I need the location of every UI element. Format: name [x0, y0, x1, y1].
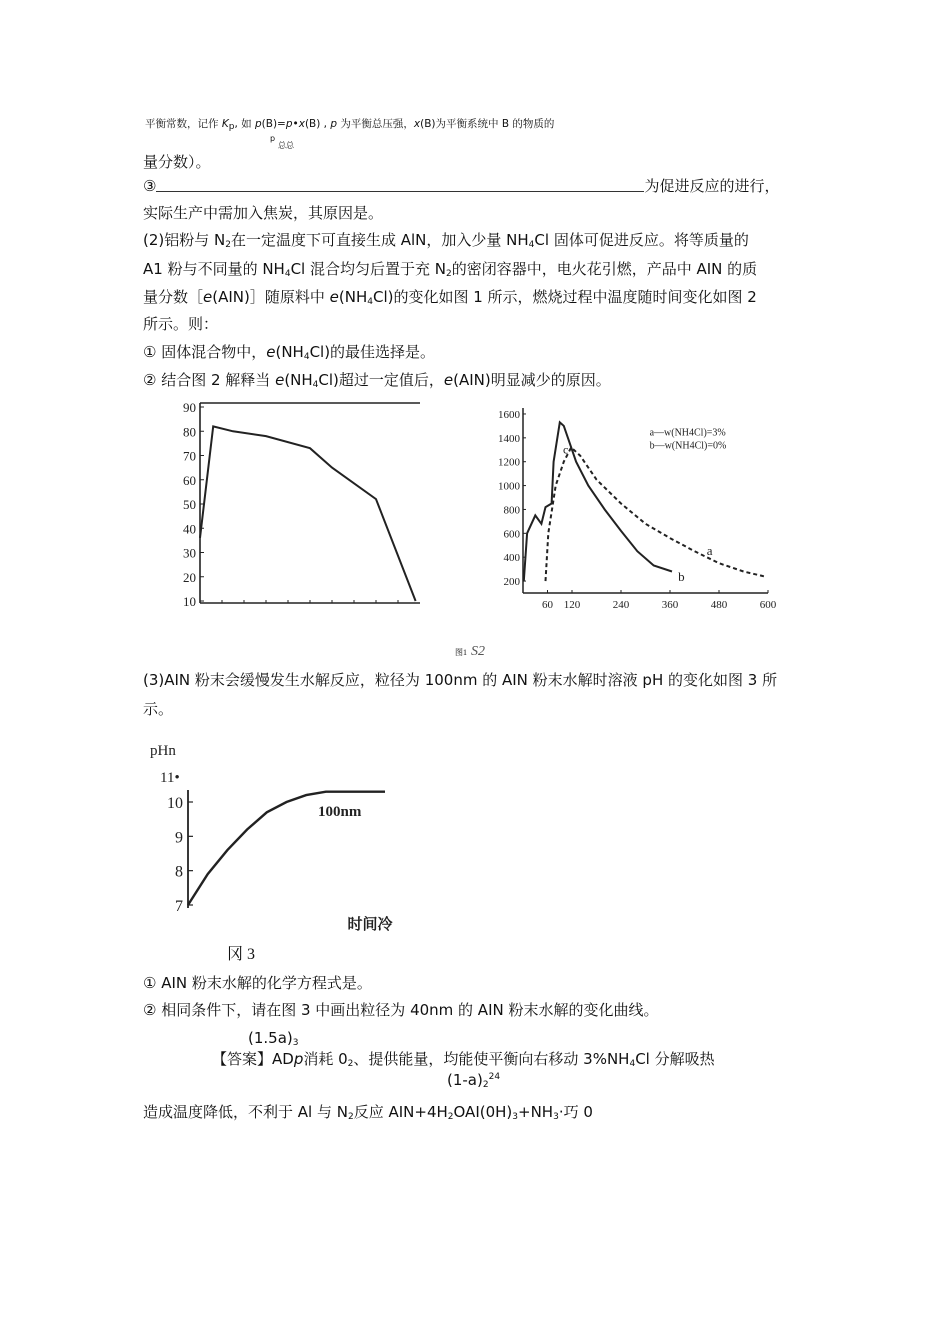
line-coke-reason: 实际生产中需加入焦炭，其原因是。 [143, 204, 384, 222]
line-part3-tail: 示。 [143, 700, 174, 718]
equilibrium-constant-line: 平衡常数，记作 $K_p$, 如 p(B)=p•x(B) , p 为平衡总压强，x(B)为平衡系统中 B 的物质的 [145, 118, 555, 132]
y-tick-label: 400 [503, 552, 520, 565]
x-tick-label: 480 [710, 599, 728, 611]
series-a-label: a [706, 542, 713, 558]
y-tick-label: 10 [183, 594, 196, 608]
y-tick-label: 30 [183, 545, 196, 561]
total-pressure-subscript: p [270, 134, 276, 143]
y-tick-label: 1200 [498, 456, 520, 469]
y-tick-label: 40 [183, 521, 196, 537]
y-tick-label: 80 [183, 424, 196, 440]
y-axis-label: pHn [150, 743, 176, 759]
question-3-blank-line: ③ 为促进反应的进行， [143, 177, 780, 195]
y-tick-label: 90 [183, 400, 196, 415]
series-b-label: b [678, 569, 685, 585]
x-tick-label: 120 [563, 599, 581, 611]
answer-numerator: $(1.5a)_3$ [248, 1029, 299, 1048]
figure-3-caption: 冈 3 [227, 946, 256, 963]
y-tick-label: 600 [503, 528, 520, 541]
question-2-2: ② 结合图 2 解释当 $e(NH_4Cl)$超过一定值后，e(AIN)明显减少的原因。 [143, 371, 611, 390]
y-tick-label: 1600 [498, 408, 520, 421]
answer-line: 【答案】ADp消耗 $0_2$、提供能量，均能使平衡向右移动 $3\%NH_4Cl$ 分解吸热 [212, 1050, 715, 1069]
y-tick-label: 20 [183, 569, 196, 585]
x-axis-label: 时间冷 [347, 915, 393, 933]
question-3-2: ② 相同条件下，请在图 3 中画出粒径为 40nm 的 AIN 粉末水解的变化曲线。 [143, 1001, 659, 1019]
line-mole-fraction: 量分数）。 [143, 153, 211, 171]
y-tick-label-11: 11• [160, 770, 180, 786]
figure-3-chart [140, 735, 420, 935]
legend-entry-a: a—w(NH4Cl)=3% [649, 427, 726, 439]
figure-2-caption: 图1 S2 [455, 644, 485, 659]
series-aln-line [200, 426, 416, 601]
answer-denominator: $(1-a)_2^{24}$ [447, 1071, 501, 1090]
x-tick-label: 600 [759, 599, 777, 611]
x-tick-label: 240 [612, 599, 630, 611]
y-tick-label: 7 [175, 898, 183, 915]
y-tick-label: 9 [175, 829, 183, 847]
line-part2-then: 所示。则： [143, 315, 219, 333]
y-tick-label: 70 [183, 448, 196, 464]
answer-continuation: 造成温度降低，不利于 Al 与 $N_2$反应 $AIN+4H_2OAI(0H)_3+NH_3\cdot$巧 0 [143, 1103, 593, 1122]
figure-2-chart [488, 400, 778, 620]
figure-1-chart [170, 398, 430, 608]
y-tick-label: 8 [175, 863, 183, 881]
line-part2-intro: (2)铝粉与 $N_2$在一定温度下可直接生成 AlN，加入少量 $NH_4Cl$ 固体可促进反应。将等质量的 [143, 231, 749, 250]
line-part2-fraction: 量分数［e(AIN)］随原料中 $e(NH_4Cl)$的变化如图 1 所示，燃烧过程中温度随时间变化如图 2 [143, 288, 757, 307]
line-part2-mix: A1 粉与不同量的 $NH_4Cl$ 混合均匀后置于充 $N_2$的密闭容器中，电火花引燃，产品中 AIN 的质 [143, 260, 758, 279]
curve-c-label: c [563, 442, 569, 457]
y-tick-label: 60 [183, 472, 196, 488]
answer-blank[interactable] [156, 177, 644, 192]
question-3-1: ① AIN 粉末水解的化学方程式是。 [143, 974, 372, 992]
question-2-1: ① 固体混合物中，$e(NH_4Cl)$的最佳选择是。 [143, 343, 436, 362]
x-tick-label: 360 [661, 599, 679, 611]
y-tick-label: 1400 [498, 432, 520, 445]
total-pressure-subscript-label: 总总 [278, 141, 294, 150]
series-100nm-label: 100nm [318, 804, 362, 820]
legend-entry-b: b—w(NH4Cl)=0% [649, 440, 727, 452]
line-part3-intro: (3)AIN 粉末会缓慢发生水解反应，粒径为 100nm 的 AIN 粉末水解时溶液 pH 的变化如图 3 所 [143, 671, 778, 689]
y-tick-label: 10 [167, 795, 183, 812]
x-tick-label: 60 [542, 599, 553, 611]
y-tick-label: 50 [183, 497, 196, 512]
y-tick-label: 200 [503, 576, 520, 589]
y-tick-label: 800 [503, 504, 520, 517]
y-tick-label: 1000 [498, 480, 520, 493]
